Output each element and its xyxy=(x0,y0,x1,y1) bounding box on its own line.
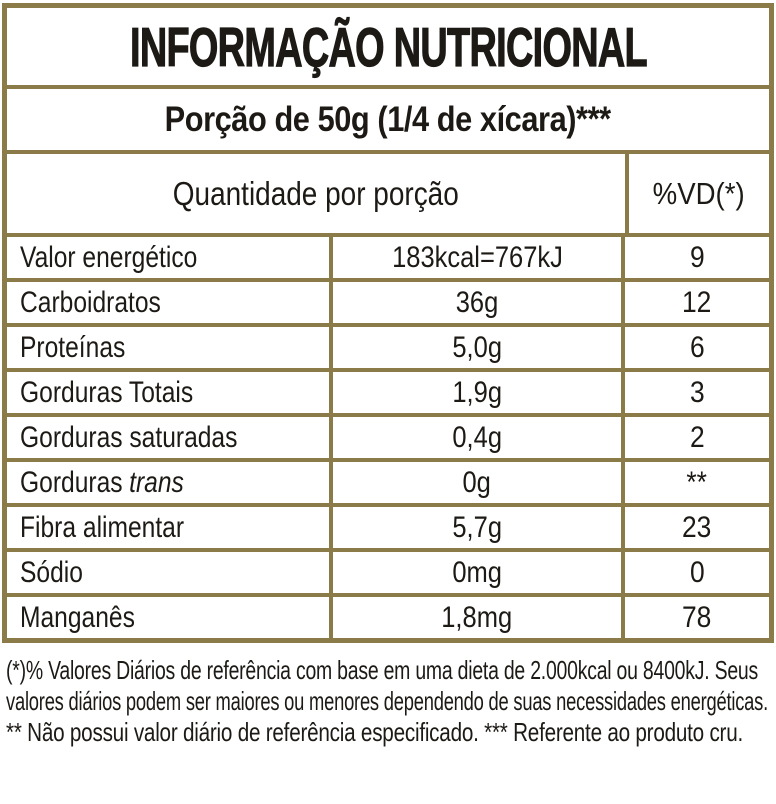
row-daily-value: 2 xyxy=(621,417,769,458)
serving-size-text: Porção de 50g (1/4 de xícara)*** xyxy=(165,99,611,139)
column-header-daily-value: %VD(*) xyxy=(625,154,769,233)
row-daily-value: 9 xyxy=(621,237,769,278)
row-value: 0g xyxy=(329,462,621,503)
title-row xyxy=(7,8,769,85)
row-value: 1,9g xyxy=(329,372,621,413)
table-row-saturated-fat xyxy=(7,413,769,458)
table-row-carbs xyxy=(7,278,769,323)
row-label: Valor energético xyxy=(20,240,198,274)
table-row-manganese xyxy=(7,593,769,638)
row-label: Fibra alimentar xyxy=(20,510,185,544)
row-label: Gorduras saturadas xyxy=(20,420,238,454)
footnotes xyxy=(6,655,770,748)
row-value: 1,8mg xyxy=(329,597,621,638)
row-label: Sódio xyxy=(20,555,83,589)
row-daily-value: 12 xyxy=(621,282,769,323)
row-daily-value: 6 xyxy=(621,327,769,368)
footnote-line: (*)% Valores Diários de referência com base em uma dieta de 2.000kcal ou 8400kJ. Seus xyxy=(6,655,758,685)
row-value: 5,7g xyxy=(329,507,621,548)
row-label: Gorduras Totais xyxy=(20,375,194,409)
table-row-trans-fat xyxy=(7,458,769,503)
row-label: Proteínas xyxy=(20,330,126,364)
nutrition-facts-table xyxy=(2,3,774,643)
row-value: 0mg xyxy=(329,552,621,593)
table-row-energy xyxy=(7,233,769,278)
row-value: 183kcal=767kJ xyxy=(329,237,621,278)
table-row-sodium xyxy=(7,548,769,593)
table-header-row xyxy=(7,150,769,233)
table-row-total-fat xyxy=(7,368,769,413)
row-daily-value: 23 xyxy=(621,507,769,548)
row-daily-value: 0 xyxy=(621,552,769,593)
table-row-fiber xyxy=(7,503,769,548)
row-daily-value: 3 xyxy=(621,372,769,413)
footnote-line: ** Não possui valor diário de referência especificado. *** Referente ao produto cru. xyxy=(6,717,743,747)
row-label: Manganês xyxy=(20,600,135,634)
page-title: INFORMAÇÃO NUTRICIONAL xyxy=(129,15,647,78)
row-label: Gorduras trans xyxy=(20,465,184,499)
row-value: 0,4g xyxy=(329,417,621,458)
table-row-protein xyxy=(7,323,769,368)
row-daily-value: ** xyxy=(621,462,769,503)
column-header-quantity: Quantidade por porção xyxy=(172,174,459,212)
row-daily-value: 78 xyxy=(621,597,769,638)
footnote-line: valores diários podem ser maiores ou menores dependendo de suas necessidades energéticas. xyxy=(6,686,768,716)
row-value: 5,0g xyxy=(329,327,621,368)
row-label: Carboidratos xyxy=(20,285,161,319)
serving-row xyxy=(7,85,769,150)
trans-italic-text: trans xyxy=(129,465,184,499)
row-value: 36g xyxy=(329,282,621,323)
